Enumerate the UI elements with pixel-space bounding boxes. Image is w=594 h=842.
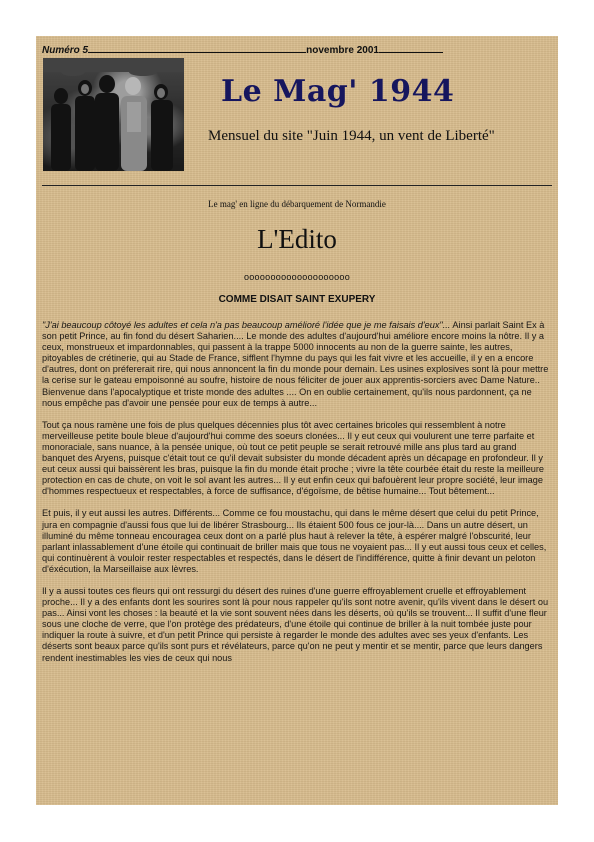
tagline: Le mag' en ligne du débarquement de Normandie [208,199,386,209]
issue-number: Numéro 5 [42,45,89,56]
soldiers-photo-illustration [43,58,184,171]
paragraph-1-text: Ainsi parlait Saint Ex à son petit Prince, au fin fond du désert Saharien.... Le monde des adultes d'aujourd'hui améliore encore moins la nôtre. Il y a ceux, monstrueux et impardonnables, qui passent à la trappe 5000 innocents au non de la guerre sainte, les autres, pitoyables de crétinerie, qui au Stade de France, sifflent l'hymne du pays qui les fait vivre et les accueille, il y en a encore d'autres, dont on préfererait rire, qui nous annoncent la fin du monde pour demain. Les usines explosives sont là pour mettre la cerise sur le gateau empoisonné au soufre, histoire de nous féliciter de jouer aux apprentis-sorciers avec Dame Nature.. Bienvenue dans l'apocalyptique et triste monde des adultes .... On en oublie certainement, qu'ils nous pardonnent, ça ne nous empêche pas d'avoir une pensée pour eux de temps à autre... [42,320,549,408]
article-heading: COMME DISAIT SAINT EXUPERY [218,294,376,305]
paragraph-4: Il y a aussi toutes ces fleurs qui ont ressurgi du désert des ruines d'une guerre effroyablement cruelle et effroyablement proche... Il y a des enfants dont les sourires sont là pour nous rappeler qu'ils sont notre avenir, qu'ils vivent dans le désert ou pas... Ainsi vont les choses : la beauté et la vie sont souvent nées dans les déserts, où qu'ils se trouvent... Il suffit d'une fleur sous une cloche de verre, que l'on protège des prédateurs, d'une étoile qui continue de briller à la nuit tombée juste pour indiquer la route à suivre, et d'un petit Prince qui persiste à regarder le monde des adultes avec ses yeux d'enfants. Les déserts sont beaux parce qu'ils sont purs et révélateurs, parce qu'on ne peut y mentir et se mentir, parce que leurs dangers rendent inestimables les vies de ceux qui nous [42,585,549,663]
magazine-subtitle: Mensuel du site "Juin 1944, un vent de Liberté" [208,128,495,144]
magazine-page [36,36,558,805]
paragraph-3: Et puis, il y eut aussi les autres. Différents... Comme ce fou moustachu, qui dans le même désert que celui du petit Prince, jura en compagnie d'aussi fous que lui de libérer Strasbourg... Ils étaient 500 fous ce jour-là.... Dans un autre désert, un illuminé du même tonneau encouragea ceux dont on a parlé plus haut à relever la tête, à espérer malgré l'obscurité, leur parlant inlassablement d'une étoile qui continuait de briller mais que tous ne voyaient pas... Il y eut aussi tous ceux et celles, qui continuèrent à vouloir rester respectables et respectés, dans le désert de l'indifférence, quitte à finir devant un peloton d'éxécution, la Marseillaise aux lèvres. [42,508,547,574]
paragraph-2: Tout ça nous ramène une fois de plus quelques décennies plus tôt avec certaines bricoles qui ressemblent à notre merveilleuse petite boule bleue d'aujourd'hui comme des soeurs clonées... Il y eut ceux qui voulurent une terre parfaite et monoraciale, sans nuance, à la pensée unique, où tout ce petit peuple se serait retrouvé mille ans plus tard au grand banquet des Aryens, puisque c'était tout ce qu'il devait subsister du monde décadent après un décapage en profondeur. Il y eut ceux aussi qui baissèrent les bras, puisque la fin du monde était proche ; vivre la tête courbée était du reste la meilleure protection en cas de chute, on voit le sol avant les autres... Il y eut enfin ceux qui bafouèrent leur propre société, leur image d'hommes respectueux et respectables, à force de suffisance, d'égoïsme, de bêtise humaine... Tout bêtement... [42,419,545,497]
opening-quote: "J'ai beaucoup côtoyé les adultes et cela n'a pas beaucoup amélioré l'idée que je me faisais d'eux"... [42,320,451,330]
date-underline [379,43,443,53]
issue-date: novembre 2001 [306,45,379,56]
soldiers-photo [43,58,184,171]
issue-underline [88,43,306,53]
section-title: L'Edito [257,224,337,254]
separator: oooooooooooooooooooo [243,272,351,282]
header-divider [42,185,552,186]
article-body [42,320,552,675]
issue-line [42,43,512,56]
magazine-title: Le Mag' 1944 [221,74,455,109]
paragraph-1 [42,320,552,409]
